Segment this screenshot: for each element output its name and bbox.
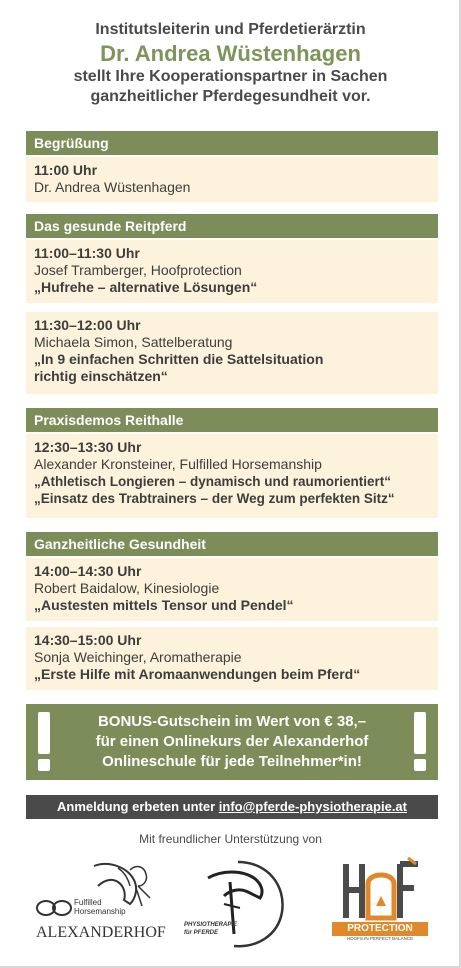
entry-time: 11:00–11:30 Uhr — [34, 245, 140, 261]
entry-speaker: Dr. Andrea Wüstenhagen — [34, 179, 191, 195]
entry-topic-cont: richtig einschätzen“ — [34, 368, 168, 384]
logo-tagline: HOOFS IN PERFECT BALANCE — [346, 936, 414, 941]
hoof-protection-logo — [328, 854, 432, 948]
logo-line2: Horsemanship — [74, 907, 126, 916]
logo-line1: Fulfilled — [74, 898, 102, 907]
header-line4: ganzheitlicher Pferdegesundheit vor. — [90, 88, 371, 105]
logo-name: ALEXANDERHOF — [36, 924, 166, 941]
schedule-entry — [26, 627, 438, 690]
logo-line1: PHYSIOTHERAPIE — [184, 922, 238, 928]
entry-topic: „Einsatz des Trabtrainers – der Weg zum perfekten Sitz“ — [34, 491, 395, 506]
schedule-entry — [26, 157, 438, 202]
bonus-line3: Onlineschule für jede Teilnehmer*in! — [102, 753, 362, 770]
section-header-gesundheit: Ganzheitliche Gesundheit — [26, 532, 438, 556]
entry-speaker: Sonja Weichinger, Aromatherapie — [34, 649, 242, 665]
header-line3: stellt Ihre Kooperationspartner in Sachen — [73, 68, 388, 85]
entry-topic: „Austesten mittels Tensor und Pendel“ — [34, 597, 294, 613]
bonus-text — [66, 712, 398, 772]
entry-speaker: Robert Baidalow, Kinesiologie — [34, 580, 220, 596]
header-name: Dr. Andrea Wüstenhagen — [100, 41, 361, 66]
schedule-entry — [26, 558, 438, 621]
logo-name: PROTECTION — [332, 922, 428, 936]
entry-speaker: Josef Tramberger, Hoofprotection — [34, 262, 242, 278]
section-header-begruessung: Begrüßung — [26, 131, 438, 155]
entry-time: 11:30–12:00 Uhr — [34, 317, 141, 333]
registration-email-link[interactable]: info@pferde-physiotherapie.at — [218, 799, 407, 814]
registration-bar — [26, 795, 438, 819]
header-line1: Institutsleiterin und Pferdetierärztin — [95, 21, 366, 38]
entry-time: 14:30–15:00 Uhr — [34, 632, 142, 648]
physio-logo — [178, 852, 290, 952]
entry-time: 14:00–14:30 Uhr — [34, 563, 142, 579]
entry-speaker: Michaela Simon, Sattelberatung — [34, 334, 233, 350]
entry-topic: „Hufrehe – alternative Lösungen“ — [34, 279, 258, 295]
schedule-entry — [26, 434, 438, 518]
header — [0, 20, 461, 107]
section-header-praxisdemos: Praxisdemos Reithalle — [26, 408, 438, 432]
schedule-entry — [26, 240, 438, 303]
horse-head-icon — [178, 852, 290, 952]
bonus-line2: für einen Onlinekurs der Alexanderhof — [95, 733, 369, 750]
exclamation-icon — [36, 712, 52, 772]
entry-time: 12:30–13:30 Uhr — [34, 439, 142, 455]
alexanderhof-logo — [32, 858, 166, 948]
entry-time: 11:00 Uhr — [34, 162, 98, 178]
entry-speaker: Alexander Kronsteiner, Fulfilled Horsemanship — [34, 456, 322, 472]
entry-topic: „In 9 einfachen Schritten die Sattelsituation — [34, 351, 324, 367]
bonus-box — [26, 704, 438, 780]
registration-prefix: Anmeldung erbeten unter — [56, 799, 216, 814]
section-header-reitpferd: Das gesunde Reitpferd — [26, 214, 438, 238]
bonus-line1: BONUS-Gutschein im Wert von € 38,– — [97, 713, 367, 730]
logo-line2: für PFERDE — [184, 930, 219, 936]
schedule-entry — [26, 312, 438, 394]
entry-topic: „Athletisch Longieren – dynamisch und raumorientiert“ — [34, 474, 392, 489]
entry-topic: „Erste Hilfe mit Aromaanwendungen beim Pferd“ — [34, 666, 361, 682]
exclamation-icon — [412, 712, 428, 772]
support-caption: Mit freundlicher Unterstützung von — [139, 832, 322, 846]
